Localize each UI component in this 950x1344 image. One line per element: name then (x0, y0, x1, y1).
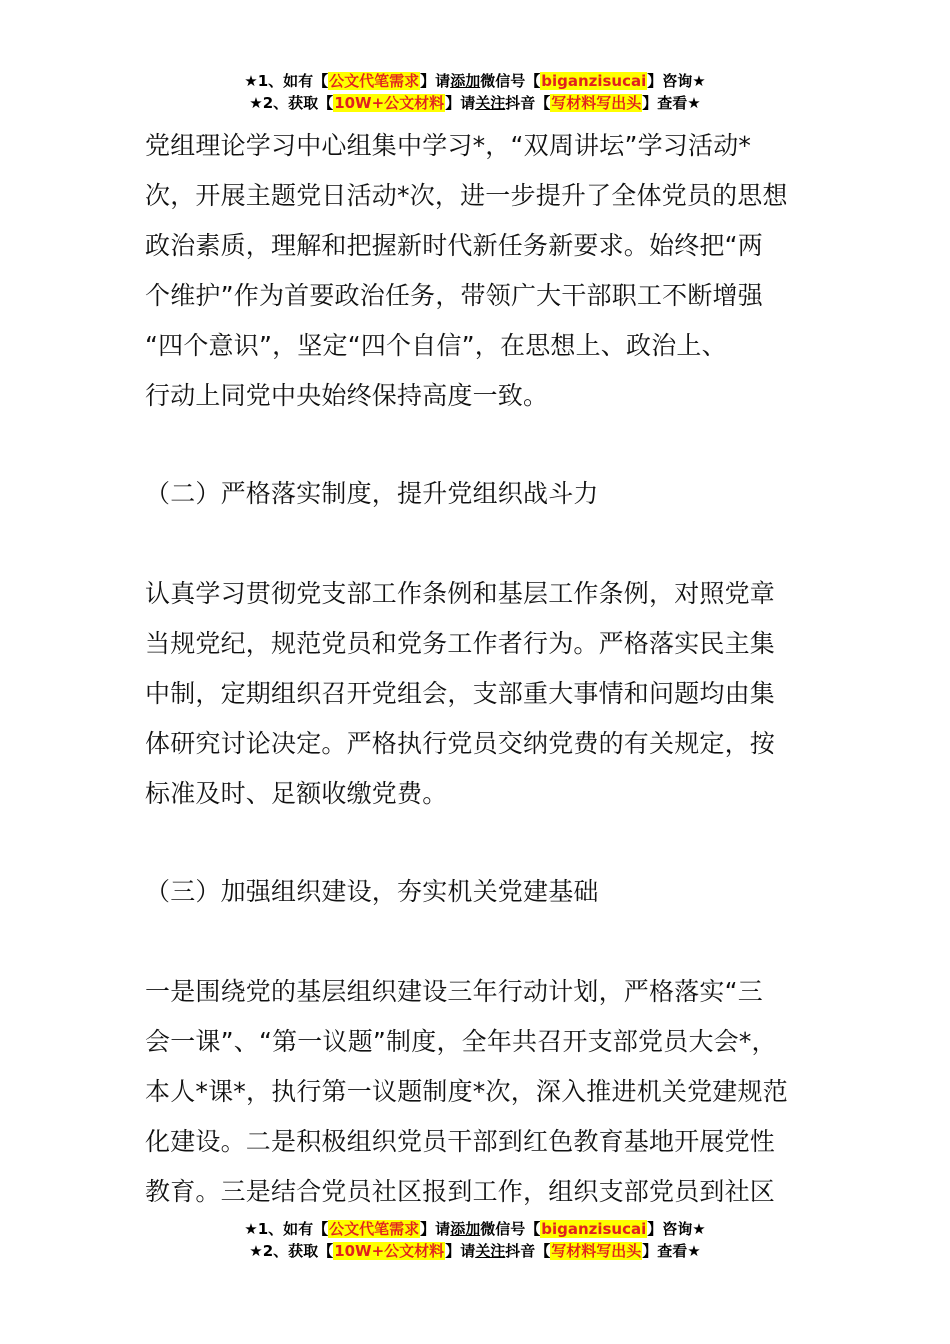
text-line: 个维护”作为首要政治任务，带领广大干部职工不断增强 (145, 281, 763, 310)
banner-text: 】查看★ (642, 1242, 701, 1260)
text-line: 政治素质，理解和把握新时代新任务新要求。始终把“两 (145, 231, 763, 260)
banner-line-2 (0, 92, 950, 114)
banner-underlined: 添加 (450, 1220, 481, 1238)
banner-text: 微信号【 (480, 72, 541, 90)
paragraph-1 (145, 121, 815, 421)
text-line: 一是围绕党的基层组织建设三年行动计划，严格落实“三 (145, 977, 763, 1006)
banner-underlined: 关注 (475, 1242, 506, 1260)
heading-text: （三）加强组织建设，夯实机关党建基础 (145, 877, 599, 906)
section-heading-3 (145, 867, 815, 917)
banner-underlined: 关注 (475, 94, 506, 112)
text-line: 体研究讨论决定。严格执行党员交纳党费的有关规定，按 (145, 729, 776, 758)
banner-highlight: 公文代笔需求 (329, 1220, 420, 1238)
top-banner (0, 70, 950, 114)
text-line: 次，开展主题党日活动*次，进一步提升了全体党员的思想 (145, 181, 788, 210)
text-line: “四个意识”，坚定“四个自信”，在思想上、政治上、 (145, 331, 727, 360)
banner-text: ★1、如有【 (244, 1220, 329, 1238)
banner-text: 】请 (420, 1220, 451, 1238)
banner-text: 】咨询★ (647, 1220, 706, 1238)
banner-text: ★2、获取【 (249, 94, 334, 112)
paragraph-3 (145, 967, 815, 1217)
banner-text: 】请 (445, 1242, 476, 1260)
text-line: 认真学习贯彻党支部工作条例和基层工作条例，对照党章 (145, 579, 776, 608)
text-line: 化建设。二是积极组织党员干部到红色教育基地开展党性 (145, 1127, 776, 1156)
banner-highlight: 10W+公文材料 (334, 1242, 445, 1260)
banner-text: 抖音【 (505, 1242, 551, 1260)
banner-highlight: biganzisucai (541, 1220, 647, 1238)
banner-highlight: 写材料写出头 (551, 94, 642, 112)
text-line: 教育。三是结合党员社区报到工作，组织支部党员到社区 (145, 1177, 776, 1206)
text-line: 本人*课*，执行第一议题制度*次，深入推进机关党建规范 (145, 1077, 788, 1106)
banner-highlight: 写材料写出头 (551, 1242, 642, 1260)
text-line: 标准及时、足额收缴党费。 (145, 779, 448, 808)
banner-highlight: 公文代笔需求 (329, 72, 420, 90)
paragraph-2 (145, 569, 815, 819)
banner-text: 】咨询★ (647, 72, 706, 90)
banner-text: 】请 (420, 72, 451, 90)
banner-line-1 (0, 70, 950, 92)
banner-line-2 (0, 1240, 950, 1262)
banner-text: ★2、获取【 (249, 1242, 334, 1260)
banner-text: 】查看★ (642, 94, 701, 112)
banner-highlight: biganzisucai (541, 72, 647, 90)
bottom-banner (0, 1218, 950, 1262)
banner-text: 】请 (445, 94, 476, 112)
banner-highlight: 10W+公文材料 (334, 94, 445, 112)
banner-underlined: 添加 (450, 72, 481, 90)
text-line: 党组理论学习中心组集中学习*，“双周讲坛”学习活动* (145, 131, 752, 160)
banner-text: ★1、如有【 (244, 72, 329, 90)
banner-line-1 (0, 1218, 950, 1240)
banner-text: 微信号【 (480, 1220, 541, 1238)
text-line: 行动上同党中央始终保持高度一致。 (145, 381, 549, 410)
banner-text: 抖音【 (505, 94, 551, 112)
heading-text: （二）严格落实制度，提升党组织战斗力 (145, 479, 599, 508)
text-line: 当规党纪，规范党员和党务工作者行为。严格落实民主集 (145, 629, 776, 658)
text-line: 中制，定期组织召开党组会，支部重大事情和问题均由集 (145, 679, 776, 708)
section-heading-2 (145, 469, 815, 519)
text-line: 会一课”、“第一议题”制度，全年共召开支部党员大会*， (145, 1027, 777, 1056)
